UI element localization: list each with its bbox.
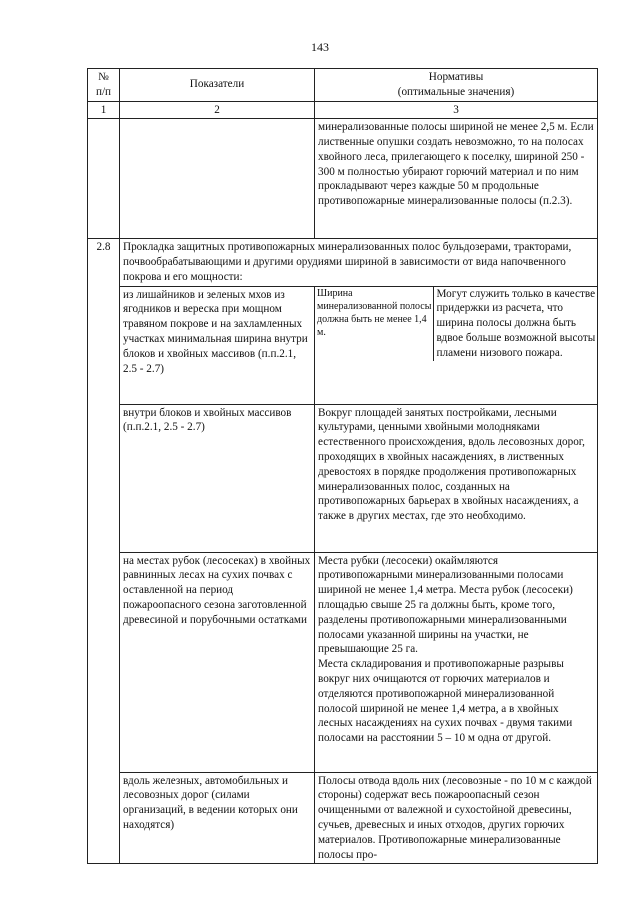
table-row (88, 404, 598, 552)
table-row-continuation (88, 119, 598, 239)
normatives-table (87, 68, 598, 864)
header-row (88, 69, 598, 102)
table-row-2-8 (88, 239, 598, 286)
norm-note: Могут служить только в качестве придержки из расчета, что ширина полосы должна быть вдвое больше возможной высоты пламени низового пожара. (433, 287, 597, 361)
col-number-2: 2 (120, 101, 315, 119)
header-indicators: Показатели (120, 69, 315, 102)
header-norms: Нормативы (оптимальные значения) (315, 69, 598, 102)
indicator-cell: внутри блоков и хвойных массивов (п.п.2.1, 2.5 - 2.7) (120, 404, 315, 552)
indicator-cell: на местах рубок (лесосеках) в хвойных равнинных лесах на сухих почвах с оставленной на период пожароопасного сезона заготовленной древесиной и порубочными остатками (120, 552, 315, 772)
row-number: 2.8 (88, 239, 120, 864)
norm-cell: Полосы отвода вдоль них (лесовозные - по 10 м с каждой стороны) содержат весь пожароопасный сезон очищенными от валежной и сухостойной древесины, сучьев, древесных и иных отходов, других горючих материалов. Противопожарные минерализованные полосы про- (315, 772, 598, 864)
split-norm (315, 287, 597, 361)
norm-cell: Вокруг площадей занятых постройками, лесными культурами, ценными хвойными молодняками естественного происхождения, вдоль лесовозных дорог, проходящих в хвойных насаждениях, в лиственных древостоях в порядке продолжения противопожарных минерализованных полос, созданных на противопожарных барьерах в хвойных насаждениях, а также в других местах, где это необходимо. (315, 404, 598, 552)
norm-paragraph: Места рубки (лесосеки) окаймляются противопожарными минерализованными полосами шириной не менее 1,4 метра. Места рубок (лесосеки) площадью свыше 25 га должны быть, кроме того, разделены противопожарными минерализованными полосами указанной ширины на участки, не превышающие 25 га. (318, 554, 573, 656)
col-number-1: 1 (88, 101, 120, 119)
norm-cell (315, 552, 598, 772)
indicator-cell: из лишайников и зеленых мхов из ягодников и вереска при мощном травяном покрове и на захламленных участках минимальная ширина внутри блоков и хвойных массивов (п.п.2.1, 2.5 - 2.7) (120, 286, 315, 404)
norm-paragraph: Места складирования и противопожарные разрывы вокруг них очищаются от горючих материалов и отделяются противопожарной минерализованной полосой шириной не менее 1,4 метра, а в хвойных лесных насаждениях на сухих почвах - двумя такими полосами на расстоянии 5 – 10 м одна от другой. (318, 658, 573, 745)
column-number-row (88, 101, 598, 119)
page-number: 143 (311, 40, 329, 54)
col-number-3: 3 (315, 101, 598, 119)
row-heading: Прокладка защитных противопожарных минерализованных полос бульдозерами, тракторами, почвообрабатывающими и другими орудиями шириной в зависимости от вида напочвенного покрова и его мощности: (120, 239, 598, 286)
table-row (88, 772, 598, 864)
indicator-cell: вдоль железных, автомобильных и лесовозных дорог (силами организаций, в ведении которых они находятся) (120, 772, 315, 864)
table-row (88, 552, 598, 772)
norm-continuation: минерализованные полосы шириной не менее 2,5 м. Если лиственные опушки создать невозможно, то на полосах хвойного леса, прилегающего к поселку, шириной 250 - 300 м полностью убирают горючий материал и по ним прокладывают через каждые 50 м продольные противопожарные минерализованные полосы (п.2.3). (315, 119, 598, 239)
table-row (88, 286, 598, 404)
header-num: № п/п (88, 69, 120, 102)
norm-width: Ширина минерализованной полосы должна быть не менее 1,4 м. (317, 287, 432, 338)
